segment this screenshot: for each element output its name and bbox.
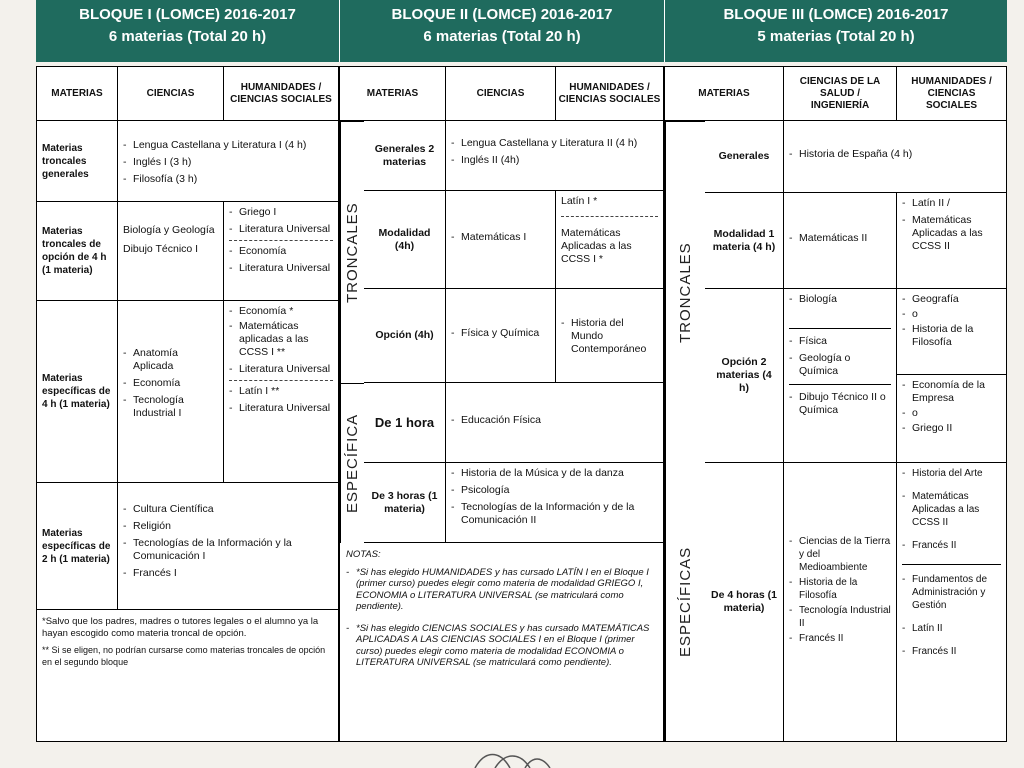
bloque3-title: BLOQUE III (LOMCE) 2016-2017 (723, 6, 949, 23)
list-item: - Literatura Universal (229, 223, 333, 236)
list-item: - Historia de la Filosofía (789, 576, 891, 602)
b3-opcion-humanidades-1 (896, 289, 1006, 375)
separator (789, 328, 891, 329)
b2-modalidad-ciencias (445, 191, 555, 289)
separator (789, 384, 891, 385)
b3-especificas-side-label: ESPECÍFICAS (665, 463, 705, 741)
list-item: - Griego II (902, 422, 1001, 435)
list-item: - Matemáticas II (789, 232, 867, 245)
b3-especificas-label: De 4 horas (1 materia) (711, 589, 777, 614)
list-item: - Latín II / (902, 197, 1001, 210)
list-item: - Religión (123, 520, 333, 533)
b1-troncales-opcion-ciencias (117, 202, 223, 301)
b3-troncales-side-label: TRONCALES (665, 121, 705, 463)
list-item: Dibujo Técnico I (123, 243, 199, 255)
list-item: - Francés II (902, 645, 1001, 658)
b1-notes (37, 612, 338, 740)
list-item: - Física (789, 335, 891, 348)
b2-opcion-ciencias (445, 289, 555, 383)
list-item: - Historia del Mundo Contemporáneo (561, 317, 658, 356)
b2-col-humanidades: HUMANIDADES / CIENCIAS SOCIALES (555, 67, 663, 121)
b1-especificas-2h-list (117, 483, 338, 610)
logo-fragment (470, 748, 560, 768)
b3-generales-list (783, 121, 1006, 193)
b3-especificas-humanidades (896, 463, 1006, 741)
b2-especifica-side-label: ESPECÍFICA (340, 383, 364, 543)
b2-notes (341, 545, 663, 740)
list-item: - Francés II (789, 632, 891, 645)
list-item: - Latín I ** (229, 385, 333, 398)
bloque3-header (664, 0, 1007, 62)
list-item: - Matemáticas Aplicadas a las CCSS II (902, 490, 1001, 529)
list-item: - Historia del Arte (902, 467, 1001, 480)
list-item: - Economía (123, 377, 218, 390)
list-item: - Literatura Universal (229, 363, 333, 376)
b1-note-2: ** Si se eligen, no podrían cursarse como materias troncales de opción en el segundo bloque (42, 645, 326, 667)
b1-col-ciencias: CIENCIAS (117, 67, 223, 121)
list-item: - Geología o Química (789, 352, 891, 378)
separator (902, 564, 1001, 565)
b2-opcion-humanidades (555, 289, 663, 383)
b2-note-2: - *Si has elegido CIENCIAS SOCIALES y has cursado MATEMÁTICAS APLICADAS A LAS CIENCIAS SOCIALES I en el Bloque I (primer curso) puedes elegir como materia de modalidad ECONOMIA o LITERATURA UNIVERSAL (se matriculará como pendiente). (346, 623, 658, 669)
list-item: - o (902, 308, 1001, 321)
b2-notes-title: NOTAS: (346, 549, 381, 560)
b3-opcion-humanidades-2 (896, 375, 1006, 463)
b3-generales-label: Generales (705, 121, 783, 193)
list-item: - Francés II (902, 539, 1001, 552)
b2-col-ciencias: CIENCIAS (445, 67, 555, 121)
list-item: - Biología (789, 293, 891, 306)
b3-opcion-ciencias (783, 289, 896, 463)
list-item: - Tecnología Industrial II (789, 604, 891, 630)
list-item: - Dibujo Técnico II o Química (789, 391, 891, 417)
b2-especifica-1h-list (445, 383, 663, 463)
bloque3-subtitle: 5 materias (Total 20 h) (757, 28, 915, 45)
list-item: - Matemáticas I (451, 231, 526, 244)
separator (561, 216, 658, 217)
list-item: - Matemáticas aplicadas a las CCSS I ** (229, 320, 333, 359)
b1-especificas-4h-ciencias (117, 301, 223, 483)
b3-especificas-ciencias (783, 463, 896, 741)
b3-modalidad-ciencias (783, 193, 896, 289)
list-item: Matemáticas Aplicadas a las CCSS I * (561, 227, 632, 265)
list-item: - Educación Física (451, 414, 541, 427)
b1-troncales-opcion-humanidades (223, 202, 338, 301)
list-item: - Filosofía (3 h) (123, 173, 333, 186)
list-item: Latín I * (561, 195, 598, 207)
bloque2-title: BLOQUE II (LOMCE) 2016-2017 (391, 6, 613, 23)
b2-especifica-1h-label: De 1 hora (364, 383, 445, 463)
list-item: - Historia de España (4 h) (789, 148, 912, 161)
separator (229, 240, 333, 241)
b1-especificas-2h-label: Materias específicas de 2 h (1 materia) (37, 483, 117, 610)
b1-especificas-4h-label: Materias específicas de 4 h (1 materia) (37, 301, 117, 483)
list-item: - Ciencias de la Tierra y del Medioambiente (789, 535, 891, 574)
list-item: - Francés I (123, 567, 333, 580)
b3-modalidad-humanidades (896, 193, 1006, 289)
b2-especifica-3h-list (445, 463, 663, 543)
list-item: - Economía * (229, 305, 333, 318)
b2-opcion-label: Opción (4h) (364, 289, 445, 383)
separator (229, 380, 333, 381)
b1-col-humanidades: HUMANIDADES / CIENCIAS SOCIALES (223, 67, 338, 121)
list-item: - Lengua Castellana y Literatura II (4 h) (451, 137, 658, 150)
bloque1-subtitle: 6 materias (Total 20 h) (108, 28, 267, 45)
b2-note-1: - *Si has elegido HUMANIDADES y has cursado LATÍN I en el Bloque I (primer curso) puedes elegir como materia de modalidad GRIEGO I, ECONOMIA o LITERATURA UNIVERSAL (se matriculará como pendiente). (346, 567, 658, 613)
b2-troncales-side-label: TRONCALES (340, 121, 364, 383)
b3-col-humanidades: HUMANIDADES / CIENCIAS SOCIALES (896, 67, 1006, 121)
list-item: - Matemáticas Aplicadas a las CCSS II (902, 214, 1001, 253)
b1-col-materias: MATERIAS (37, 67, 117, 121)
list-item: - Tecnologías de la Información y de la Comunicación II (451, 501, 658, 527)
b2-modalidad-humanidades (555, 191, 663, 289)
bloque2-header (339, 0, 664, 62)
b2-generales-list (445, 121, 663, 191)
list-item: - Latín II (902, 622, 1001, 635)
list-item: - o (902, 407, 1001, 420)
list-item: - Tecnología Industrial I (123, 394, 218, 420)
b2-especifica-3h-label: De 3 horas (1 materia) (364, 463, 445, 543)
b2-modalidad-label: Modalidad (4h) (364, 191, 445, 289)
b2-generales-label: Generales 2 materias (364, 121, 445, 191)
list-item: - Economía (229, 245, 333, 258)
bloque1-header (36, 0, 339, 62)
list-item: - Historia de la Música y de la danza (451, 467, 658, 480)
b1-troncales-opcion-label: Materias troncales de opción de 4 h (1 materia) (37, 202, 117, 301)
list-item: - Tecnologías de la Información y la Comunicación I (123, 537, 333, 563)
list-item: - Griego I (229, 206, 333, 219)
b2-col-materias: MATERIAS (340, 67, 445, 121)
b1-note-1: *Salvo que los padres, madres o tutores legales o el alumno ya la hayan escogido como materia troncal de opción. (42, 616, 319, 639)
list-item: - Física y Química (451, 327, 539, 340)
b1-troncales-generales-list (117, 121, 338, 202)
bloque1-title: BLOQUE I (LOMCE) 2016-2017 (79, 6, 296, 23)
list-item: - Fundamentos de Administración y Gestión (902, 573, 1001, 612)
list-item: Biología y Geología (123, 224, 215, 236)
list-item: - Economía de la Empresa (902, 379, 1001, 405)
b3-modalidad-label: Modalidad 1 materia (4 h) (705, 193, 783, 289)
list-item: - Inglés II (4h) (451, 154, 658, 167)
b3-col-ciencias: CIENCIAS DE LA SALUD / INGENIERÍA (783, 67, 896, 121)
b1-especificas-4h-humanidades (223, 301, 338, 483)
list-item: - Literatura Universal (229, 402, 333, 415)
list-item: - Historia de la Filosofía (902, 323, 1001, 349)
list-item: - Geografía (902, 293, 1001, 306)
b3-opcion-label: Opción 2 materias (4 h) (705, 289, 783, 463)
b1-troncales-generales-label: Materias troncales generales (37, 121, 117, 202)
b3-col-materias: MATERIAS (665, 67, 783, 121)
bloque2-subtitle: 6 materias (Total 20 h) (423, 28, 581, 45)
list-item: - Cultura Científica (123, 503, 333, 516)
list-item: - Literatura Universal (229, 262, 333, 275)
list-item: - Psicología (451, 484, 658, 497)
list-item: - Anatomía Aplicada (123, 347, 218, 373)
list-item: - Lengua Castellana y Literatura I (4 h) (123, 139, 333, 152)
list-item: - Inglés I (3 h) (123, 156, 333, 169)
